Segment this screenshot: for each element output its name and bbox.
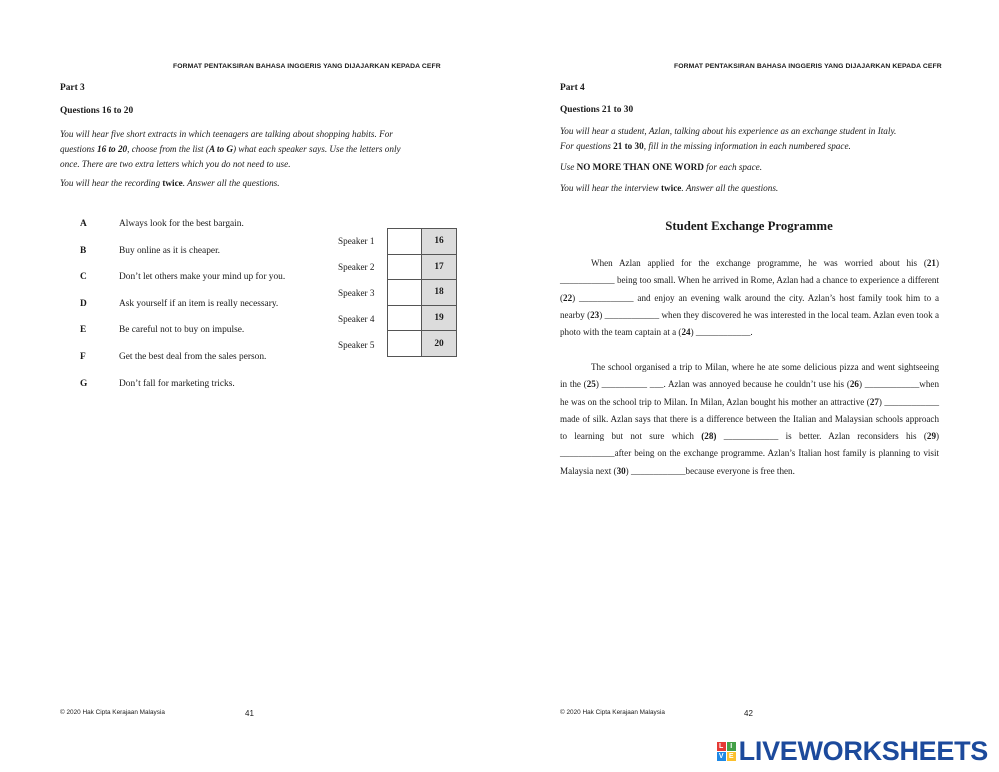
instructions bbox=[560, 124, 950, 154]
copyright-footer: © 2020 Hak Cipta Kerajaan Malaysia bbox=[60, 709, 165, 716]
blank-22[interactable]: 22 bbox=[563, 292, 573, 303]
option-text: Don’t let others make your mind up for you. bbox=[119, 272, 286, 282]
passage-paragraph-1: When Azlan applied for the exchange programme, he was worried about his (21) ____________ being too small. When he arrived in Rome, Azlan had a chance to experience a different (22) ____________ and enjoy an evening walk around the city. Azlan’s host family took him to a nearby (23) ____________ when they discovered he was interested in the local team. Azlan even took a photo with the team captain at a (24) ____________. bbox=[560, 258, 939, 338]
passage-title: Student Exchange Programme bbox=[665, 219, 833, 233]
logo-letter: L bbox=[717, 742, 726, 751]
answer-box-18[interactable] bbox=[388, 280, 422, 306]
blank-28[interactable]: (28) bbox=[701, 431, 717, 442]
speaker-label: Speaker 1 bbox=[338, 236, 375, 246]
option-letter: F bbox=[80, 352, 86, 362]
logo-letter: I bbox=[727, 742, 736, 751]
speaker-label: Speaker 3 bbox=[338, 288, 375, 298]
blank-30[interactable]: 30 bbox=[616, 465, 626, 476]
question-number: 17 bbox=[422, 254, 457, 280]
option-letter: A bbox=[80, 219, 87, 229]
option-text: Get the best deal from the sales person. bbox=[119, 352, 267, 362]
recording-instruction: You will hear the recording twice. Answer all the questions. bbox=[60, 178, 280, 188]
question-number: 19 bbox=[422, 305, 457, 331]
part-heading: Part 3 bbox=[60, 83, 85, 93]
page-number: 41 bbox=[245, 709, 254, 718]
questions-heading: Questions 16 to 20 bbox=[60, 106, 134, 116]
blank-27[interactable]: 27 bbox=[869, 396, 879, 407]
instructions-line-2: For questions 21 to 30, fill in the missing information in each numbered space. bbox=[560, 140, 851, 151]
speaker-label: Speaker 5 bbox=[338, 340, 375, 350]
questions-heading: Questions 21 to 30 bbox=[560, 105, 634, 115]
speaker-label: Speaker 4 bbox=[338, 314, 375, 324]
instructions-line-3: once. There are two extra letters which you do not need to use. bbox=[60, 158, 291, 169]
instructions-line-2: questions 16 to 20, choose from the list (A to G) what each speaker says. Use the letters only bbox=[60, 143, 401, 154]
blank-21[interactable]: 21 bbox=[926, 258, 936, 268]
option-text: Be careful not to buy on impulse. bbox=[119, 325, 245, 335]
page-header: FORMAT PENTAKSIRAN BAHASA INGGERIS YANG DIJAJARKAN KEPADA CEFR bbox=[674, 63, 942, 70]
instructions-line-1: You will hear five short extracts in which teenagers are talking about shopping habits. For bbox=[60, 129, 393, 139]
liveworksheets-brand[interactable] bbox=[717, 736, 988, 766]
question-number: 16 bbox=[422, 229, 457, 255]
speaker-label: Speaker 2 bbox=[338, 262, 375, 272]
answer-box-19[interactable] bbox=[388, 305, 422, 331]
logo-letter: E bbox=[727, 752, 736, 761]
answer-box-17[interactable] bbox=[388, 254, 422, 280]
page-header: FORMAT PENTAKSIRAN BAHASA INGGERIS YANG DIJAJARKAN KEPADA CEFR bbox=[173, 63, 441, 70]
option-letter: G bbox=[80, 379, 88, 389]
blank-25[interactable]: 25 bbox=[586, 379, 596, 390]
option-text: Always look for the best bargain. bbox=[119, 219, 244, 229]
blank-26[interactable]: 26 bbox=[849, 379, 859, 390]
instructions-line-1: You will hear a student, Azlan, talking about his experience as an exchange student in Italy. bbox=[560, 126, 897, 136]
option-text: Ask yourself if an item is really necessary. bbox=[119, 299, 279, 309]
option-letter: B bbox=[80, 246, 87, 256]
copyright-footer: © 2020 Hak Cipta Kerajaan Malaysia bbox=[560, 709, 665, 716]
liveworksheets-logo-icon bbox=[717, 742, 736, 761]
word-limit-instruction: Use NO MORE THAN ONE WORD for each space. bbox=[560, 162, 763, 172]
question-number: 20 bbox=[422, 331, 457, 357]
option-text: Buy online as it is cheaper. bbox=[119, 246, 221, 256]
brand-text: LIVEWORKSHEETS bbox=[738, 735, 988, 766]
part-heading: Part 4 bbox=[560, 83, 585, 93]
page-number: 42 bbox=[744, 709, 753, 718]
option-letter: C bbox=[80, 272, 87, 282]
answer-box-20[interactable] bbox=[388, 331, 422, 357]
passage-paragraph-2: The school organised a trip to Milan, where he ate some delicious pizza and went sightseeing in the (25) __________ ___. Azlan was annoyed because he couldn’t use his (26) ____________when he was on the school trip to Milan. In Milan, Azlan bought his mother an attractive (27) ____________ made of silk. Azlan says that there is a difference between the Italian and Malaysian schools approach to learning but not sure which (28) ____________ is better. Azlan reconsiders his (29) ____________after being on the exchange programme. Azlan’s Italian host family is planning to visit Malaysia next (30) ____________because everyone is free then. bbox=[560, 362, 940, 476]
left-page bbox=[0, 0, 499, 772]
answer-grid bbox=[387, 228, 457, 357]
blank-23[interactable]: 23 bbox=[590, 309, 600, 320]
answer-box-16[interactable] bbox=[388, 229, 422, 255]
blank-24[interactable]: 24 bbox=[681, 327, 691, 338]
recording-instruction: You will hear the interview twice. Answer all the questions. bbox=[560, 183, 779, 193]
logo-letter: V bbox=[717, 752, 726, 761]
blank-29[interactable]: 29 bbox=[926, 431, 936, 442]
question-number: 18 bbox=[422, 280, 457, 306]
option-text: Don’t fall for marketing tricks. bbox=[119, 379, 235, 389]
option-letter: E bbox=[80, 325, 87, 335]
instructions bbox=[60, 127, 450, 171]
option-letter: D bbox=[80, 299, 87, 309]
